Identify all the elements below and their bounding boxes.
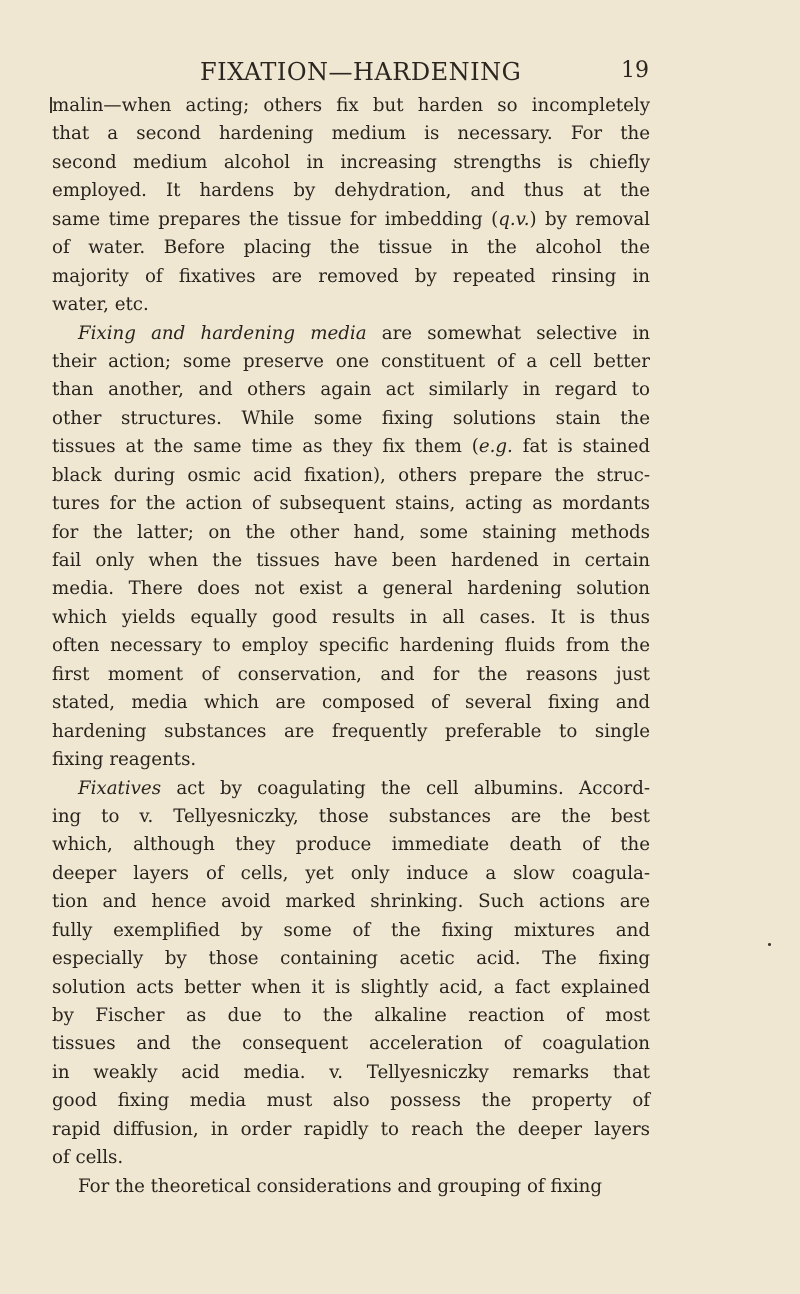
text-run: hardening substances are frequently preferable to single [52, 720, 650, 742]
text-line [52, 348, 650, 376]
text-line [52, 860, 650, 888]
text-line [52, 206, 650, 234]
text-run: other structures. While some fixing solutions stain the [52, 407, 650, 429]
text-line [52, 1116, 650, 1144]
text-line [52, 604, 650, 632]
text-line [52, 746, 650, 774]
text-line [52, 490, 650, 518]
text-line [52, 1173, 650, 1201]
running-head [0, 54, 800, 94]
text-line [52, 1030, 650, 1058]
text-run: same time prepares the tissue for imbedding ( [52, 208, 499, 230]
text-run: majority of fixatives are removed by repeated rinsing in [52, 265, 650, 287]
text-run: their action; some preserve one constituent of a cell better [52, 350, 650, 372]
text-line [52, 718, 650, 746]
text-run: fully exemplified by some of the fixing mixtures and [52, 919, 650, 941]
text-line [52, 1144, 650, 1172]
text-run: than another, and others again act similarly in regard to [52, 379, 650, 401]
text-run: first moment of conservation, and for the reasons just [52, 663, 650, 685]
paragraph [52, 775, 650, 1173]
text-line [52, 92, 650, 120]
text-line [52, 405, 650, 433]
running-title: FIXATION—HARDENING [200, 58, 522, 86]
text-line [52, 120, 650, 148]
text-run: tissues at the same time as they fix them ( [52, 436, 479, 458]
text-run: act by coagulating the cell albumins. Accord- [161, 777, 650, 799]
text-line [52, 888, 650, 916]
paragraph [52, 1173, 650, 1201]
paragraph [52, 92, 650, 320]
text-line [52, 177, 650, 205]
text-run: tures for the action of subsequent stains, acting as mordants [52, 493, 650, 515]
text-run: deeper layers of cells, yet only induce a slow coagula- [52, 862, 650, 884]
text-line [52, 547, 650, 575]
text-run: tion and hence avoid marked shrinking. Such actions are [52, 891, 650, 913]
text-run: media. There does not exist a general hardening solution [52, 578, 650, 600]
text-run: black during osmic acid fixation), others prepare the struc- [52, 464, 650, 486]
text-line [52, 1059, 650, 1087]
text-run: are somewhat selective in [366, 322, 650, 344]
text-run: For the theoretical considerations and grouping of fixing [78, 1175, 603, 1197]
text-line [52, 519, 650, 547]
text-run: ) by removal [529, 208, 651, 230]
text-line [52, 1087, 650, 1115]
text-run: by Fischer as due to the alkaline reaction of most [52, 1005, 650, 1026]
text-line [52, 632, 650, 660]
text-run: fail only when the tissues have been hardened in certain [52, 550, 650, 571]
text-line [52, 775, 650, 803]
text-line [52, 376, 650, 404]
text-run: water, etc. [52, 294, 149, 316]
text-line [52, 689, 650, 717]
italic-text: Fixing and hardening media [78, 322, 367, 344]
text-run: which yields equally good results in all cases. It is thus [52, 606, 650, 628]
text-run: for the latter; on the other hand, some staining methods [52, 521, 650, 543]
text-line [52, 234, 650, 262]
body-text [52, 92, 650, 1201]
text-run: of water. Before placing the tissue in the alcohol the [52, 237, 650, 259]
margin-speck [768, 943, 771, 946]
text-line [52, 945, 650, 973]
text-run: especially by those containing acetic acid. The fixing [52, 948, 650, 970]
text-run: which, although they produce immediate death of the [52, 834, 650, 856]
text-run: malin—when acting; others fix but harden so incompletely [52, 95, 650, 116]
text-line [52, 803, 650, 831]
text-run: of cells. [52, 1147, 124, 1169]
text-run: often necessary to employ specific hardening fluids from the [52, 635, 650, 657]
text-line [52, 462, 650, 490]
text-line [52, 1002, 650, 1030]
page-number: 19 [621, 58, 649, 83]
text-run: fixing reagents. [52, 749, 197, 771]
text-run: good fixing media must also possess the property of [52, 1090, 650, 1112]
text-run: tissues and the consequent acceleration of coagulation [52, 1033, 650, 1055]
italic-text: Fixatives [78, 777, 162, 799]
text-line [52, 831, 650, 859]
text-run: in weakly acid media. v. Tellyesniczky remarks that [52, 1061, 650, 1083]
text-line [52, 974, 650, 1002]
text-line [52, 149, 650, 177]
text-line [52, 661, 650, 689]
text-line [52, 291, 650, 319]
italic-text: q.v. [498, 208, 530, 230]
text-line [52, 320, 650, 348]
text-run: ing to v. Tellyesniczky, those substances are the best [52, 805, 650, 827]
text-run: second medium alcohol in increasing strengths is chiefly [52, 151, 650, 173]
paragraph [52, 320, 650, 775]
text-run: fat is stained [512, 436, 650, 458]
text-run: stated, media which are composed of several fixing and [52, 692, 650, 714]
text-line [52, 575, 650, 603]
text-run: solution acts better when it is slightly acid, a fact explained [52, 976, 650, 998]
italic-text: e.g. [478, 436, 513, 458]
text-run: employed. It hardens by dehydration, and thus at the [52, 180, 650, 202]
text-line [52, 263, 650, 291]
text-run: that a second hardening medium is necessary. For the [52, 123, 650, 145]
text-line [52, 433, 650, 461]
text-run: rapid diffusion, in order rapidly to reach the deeper layers [52, 1118, 650, 1140]
text-line [52, 917, 650, 945]
